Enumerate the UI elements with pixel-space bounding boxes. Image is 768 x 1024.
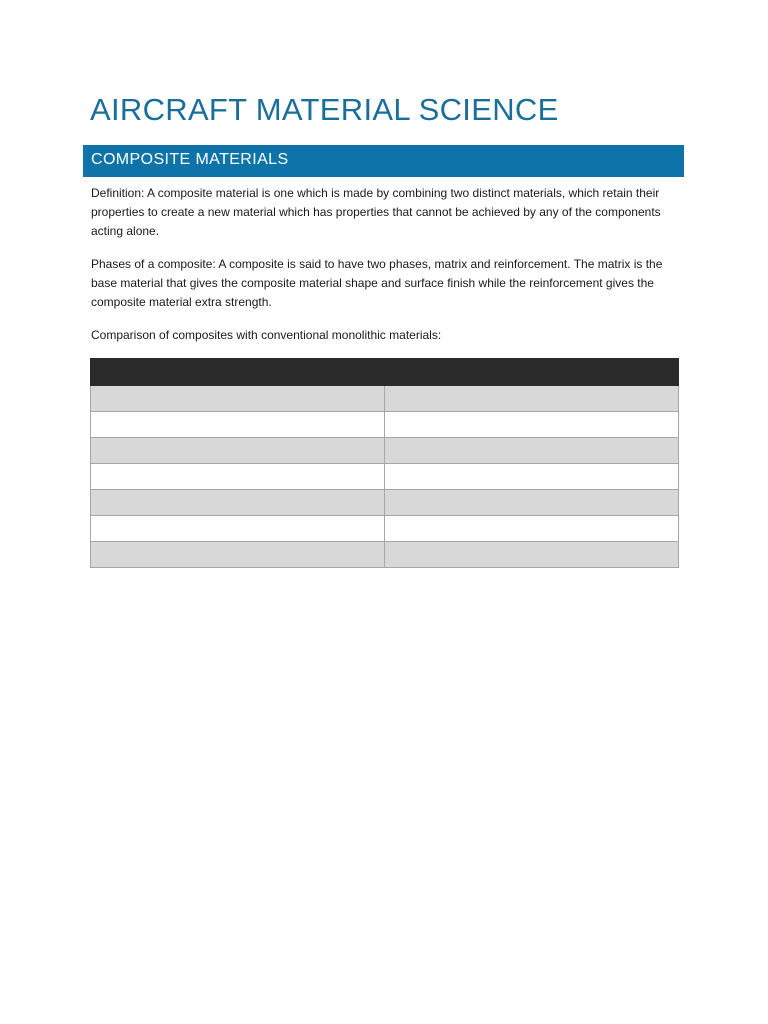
table-cell: [385, 412, 679, 438]
table-cell: [385, 542, 679, 568]
table-cell: [385, 516, 679, 542]
phases-paragraph: Phases of a composite: A composite is said to have two phases, matrix and reinforcement. The matrix is the base material that gives the composite material shape and surface finish while the reinforcement gives the composite material extra strength.: [91, 257, 663, 309]
table-row: [91, 542, 679, 568]
table-header-cell: [385, 359, 679, 386]
table-row: [91, 412, 679, 438]
table-row: [91, 386, 679, 412]
comparison-table: [90, 358, 679, 568]
table-header-cell: [91, 359, 385, 386]
table-cell: [91, 464, 385, 490]
definition-paragraph: Definition: A composite material is one which is made by combining two distinct materials, which retain their properties to create a new material which has properties that cannot be achieved by any of the components acting alone.: [91, 186, 661, 238]
section-banner: [83, 145, 684, 177]
table-cell: [385, 464, 679, 490]
table-cell: [385, 386, 679, 412]
table-cell: [91, 516, 385, 542]
table-cell: [91, 542, 385, 568]
table-row: [91, 438, 679, 464]
table-cell: [91, 386, 385, 412]
table-cell: [385, 490, 679, 516]
comparison-intro: Comparison of composites with conventional monolithic materials:: [91, 328, 442, 342]
section-heading: COMPOSITE MATERIALS: [91, 151, 289, 168]
table-row: [91, 490, 679, 516]
table-cell: [91, 412, 385, 438]
table-cell: [91, 438, 385, 464]
table-cell: [385, 438, 679, 464]
table-row: [91, 516, 679, 542]
table-cell: [91, 490, 385, 516]
page-title: AIRCRAFT MATERIAL SCIENCE: [90, 92, 559, 127]
table-header-row: [91, 359, 679, 386]
table-row: [91, 464, 679, 490]
